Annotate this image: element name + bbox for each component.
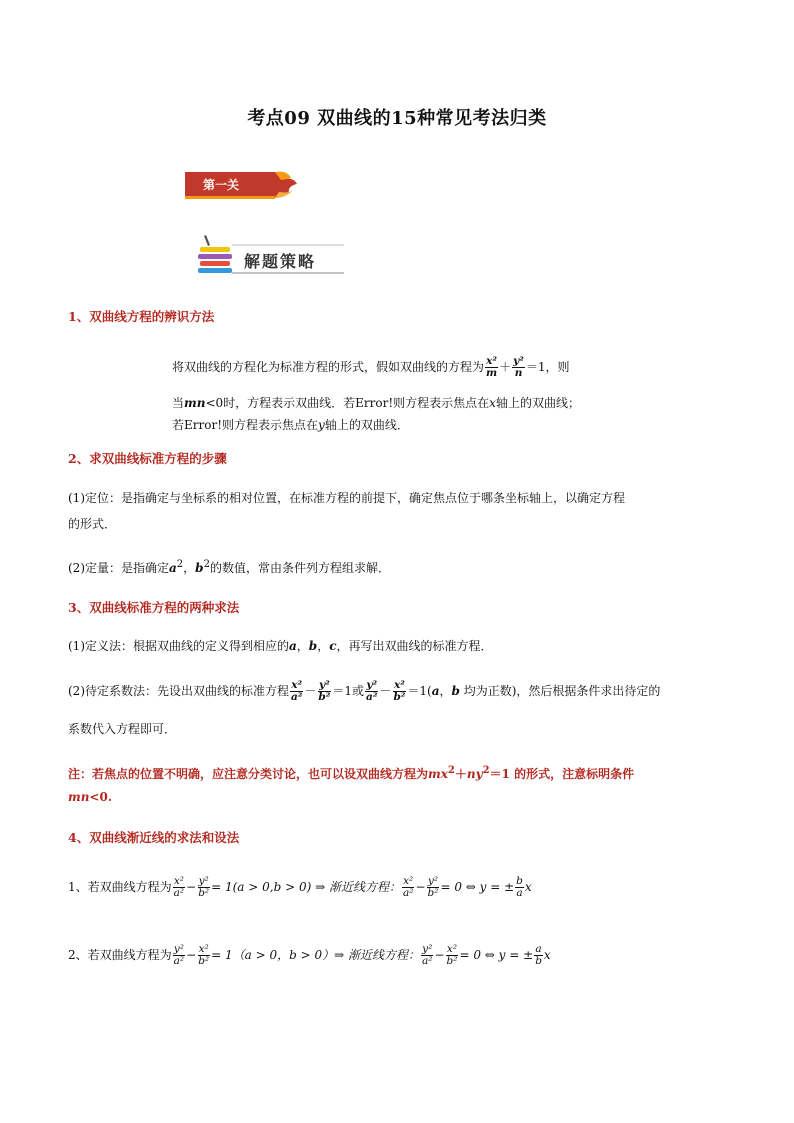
s4-line2: 2、若双曲线方程为 $\frac{\text{y²}}{\text{a²}}$ − $\frac{\text{x²}}{\text{b²}}$ = 1（a > 0，b > 0）⇒ 渐近线方程： $\frac{\text{y²}}{\text{a²}}$ − $\frac{\text{x²}}{\text{b²}}$ = 0 ⇔ y = ± $\frac{a}{b}$ x <box>68 943 551 967</box>
s3-note-line2: mn<0. <box>68 790 113 804</box>
fraction: $\frac{\text{y²}}{n}$ <box>513 355 524 379</box>
fraction: $\frac{a}{b}$ <box>535 943 542 967</box>
fraction: $\frac{\text{x²}}{\text{a²}}$ <box>291 679 303 703</box>
fraction: $\frac{\text{y²}}{\text{b²}}$ <box>318 679 331 703</box>
s3-note-line1: 注：若焦点的位置不明确，应注意分类讨论，也可以设双曲线方程为$mx^2+ny^2=1$ 的形式，注意标明条件 <box>68 765 635 781</box>
fraction: $\frac{\text{y²}}{\text{b²}}$ <box>198 875 210 899</box>
s3-p2-line2: 系数代入方程即可． <box>68 722 177 736</box>
s2-p2: (2)定量：是指确定$a^2$，$b^2$的数值，常由条件列方程组求解． <box>68 559 390 575</box>
s2-p1-line2: 的形式． <box>68 517 117 531</box>
s1-line1: 将双曲线的方程化为标准方程的形式，假如双曲线的方程为 $\frac{\text{x²}}{m}$ ＋ $\frac{\text{y²}}{n}$ ＝1，则 <box>172 355 570 379</box>
s3-p1: (1)定义法：根据双曲线的定义得到相应的a，b，c，再写出双曲线的标准方程． <box>68 639 493 653</box>
strategy-header <box>196 233 346 277</box>
fraction: $\frac{\text{y²}}{\text{a²}}$ <box>421 943 433 967</box>
fraction: $\frac{\text{y²}}{\text{a²}}$ <box>366 679 378 703</box>
fraction: $\frac{\text{x²}}{\text{b²}}$ <box>446 943 458 967</box>
section-heading-1: 1、双曲线方程的辨识方法 <box>68 309 215 324</box>
banner-ribbon-icon <box>183 168 301 202</box>
page-title: 考点09 双曲线的15种常见考法归类 <box>247 108 547 129</box>
fraction: $\frac{\text{x²}}{\text{b²}}$ <box>393 679 406 703</box>
section-heading-2: 2、求双曲线标准方程的步骤 <box>68 451 227 466</box>
level-banner <box>183 168 301 202</box>
fraction: $\frac{\text{x²}}{m}$ <box>486 355 498 379</box>
banner-label: 第一关 <box>203 178 240 192</box>
fraction: $\frac{\text{x²}}{\text{a²}}$ <box>173 875 185 899</box>
s2-p1-line1: (1)定位：是指确定与坐标系的相对位置，在标准方程的前提下，确定焦点位于哪条坐标轴上，以确定方程 <box>68 491 626 505</box>
section-heading-4: 4、双曲线渐近线的求法和设法 <box>68 830 240 845</box>
s1-line2: 当mn<0时，方程表示双曲线．若Error!则方程表示焦点在x轴上的双曲线； <box>172 396 580 410</box>
fraction: $\frac{\text{x²}}{\text{b²}}$ <box>198 943 210 967</box>
fraction: $\frac{\text{x²}}{\text{a²}}$ <box>402 875 414 899</box>
s3-p2-line1: (2)待定系数法：先设出双曲线的标准方程 $\frac{\text{x²}}{\text{a²}}$ － $\frac{\text{y²}}{\text{b²}}$ ＝1或 $\frac{\text{y²}}{\text{a²}}$ － $\frac{\text{x²}}{\text{b²}}$ ＝1(a，b 均为正数)，然后根据条件求出待定的 <box>68 679 661 703</box>
strategy-label: 解题策略 <box>244 252 317 271</box>
s1-line3: 若Error!则方程表示焦点在y轴上的双曲线． <box>172 418 409 432</box>
section-heading-3: 3、双曲线标准方程的两种求法 <box>68 600 240 615</box>
fraction: $\frac{\text{y²}}{\text{b²}}$ <box>427 875 439 899</box>
fraction: $\frac{b}{a}$ <box>516 875 523 899</box>
fraction: $\frac{\text{y²}}{\text{a²}}$ <box>173 943 185 967</box>
s4-line1: 1、若双曲线方程为 $\frac{\text{x²}}{\text{a²}}$ − $\frac{\text{y²}}{\text{b²}}$ = 1(a > 0,b > 0) ⇒ 渐近线方程： $\frac{\text{x²}}{\text{a²}}$ − $\frac{\text{y²}}{\text{b²}}$ = 0 ⇔ y = ± $\frac{b}{a}$ x <box>68 875 532 899</box>
